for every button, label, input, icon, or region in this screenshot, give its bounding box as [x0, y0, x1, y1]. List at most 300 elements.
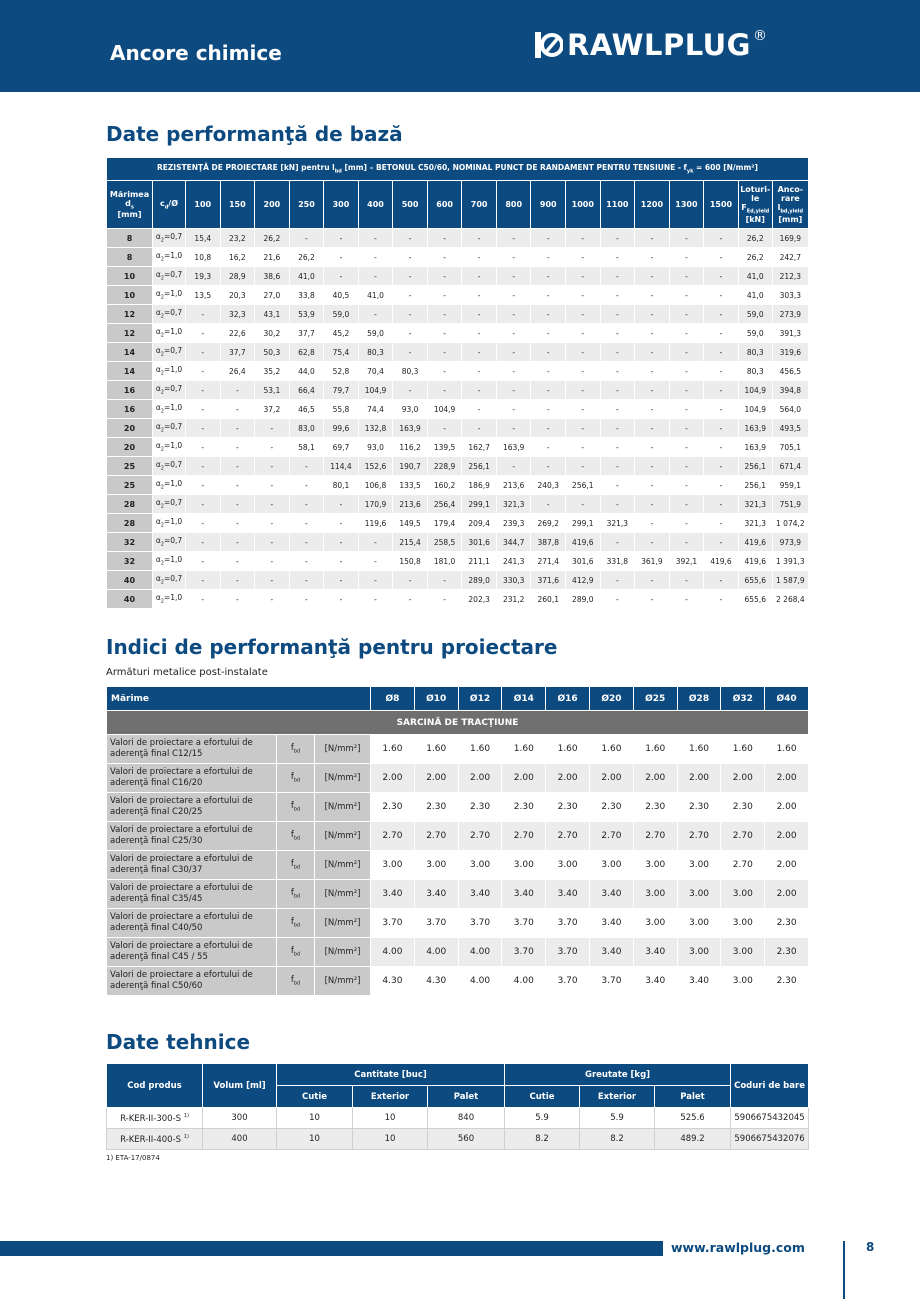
- anchorage-cell: 2 268,4: [772, 590, 808, 609]
- value-cell: -: [704, 514, 739, 533]
- yield-force-cell: 59,0: [738, 324, 772, 343]
- value-cell: 2.00: [590, 764, 634, 793]
- value-cell: -: [566, 248, 601, 267]
- rawlplug-logo: [535, 28, 767, 62]
- value-cell: -: [566, 305, 601, 324]
- value-cell: -: [669, 514, 704, 533]
- yield-force-cell: 655,6: [738, 571, 772, 590]
- value-cell: -: [669, 381, 704, 400]
- value-cell: 3.00: [590, 851, 634, 880]
- value-cell: -: [255, 476, 290, 495]
- size-cell: 32: [107, 533, 153, 552]
- value-cell: -: [600, 362, 635, 381]
- value-cell: 30,2: [255, 324, 290, 343]
- value-cell: -: [462, 229, 497, 248]
- value-cell: 2.00: [633, 764, 677, 793]
- value-cell: 69,7: [324, 438, 359, 457]
- value-cell: -: [427, 305, 462, 324]
- value-cell: 2.70: [721, 822, 765, 851]
- section2-subtitle: Armături metalice post-instalate: [106, 667, 268, 678]
- value-cell: -: [462, 343, 497, 362]
- col-header-diameter: Ø28: [677, 687, 721, 711]
- logo-mark-icon: [535, 31, 563, 59]
- value-cell: 27,0: [255, 286, 290, 305]
- value-cell: -: [186, 343, 221, 362]
- col-header-qty-pallet: Palet: [428, 1086, 505, 1108]
- value-cell: -: [255, 590, 290, 609]
- value-cell: -: [566, 286, 601, 305]
- col-header-depth: 800: [496, 181, 531, 229]
- value-cell: -: [669, 476, 704, 495]
- col-header-diameter: Ø40: [765, 687, 809, 711]
- anchorage-cell: 959,1: [772, 476, 808, 495]
- value-cell: 256,1: [462, 457, 497, 476]
- value-cell: -: [531, 362, 566, 381]
- value-cell: 1.60: [371, 735, 415, 764]
- value-cell: 46,5: [289, 400, 324, 419]
- value-cell: -: [496, 248, 531, 267]
- description-cell: Valori de proiectare a efortului de aderenţă final C40/50: [107, 909, 277, 938]
- table-row: [107, 419, 809, 438]
- value-cell: 2.00: [677, 764, 721, 793]
- yield-force-cell: 59,0: [738, 305, 772, 324]
- w-outer-cell: 5.9: [580, 1108, 655, 1129]
- unit-cell: [N/mm²]: [315, 880, 371, 909]
- value-cell: 2.30: [765, 909, 809, 938]
- anchorage-cell: 1 391,3: [772, 552, 808, 571]
- value-cell: -: [255, 457, 290, 476]
- barcode-cell: 5906675432045: [731, 1108, 809, 1129]
- value-cell: 59,0: [358, 324, 393, 343]
- value-cell: 3.40: [590, 938, 634, 967]
- value-cell: 41,0: [358, 286, 393, 305]
- value-cell: 3.00: [502, 851, 546, 880]
- value-cell: 26,2: [289, 248, 324, 267]
- yield-force-cell: 256,1: [738, 476, 772, 495]
- value-cell: 37,7: [289, 324, 324, 343]
- value-cell: 2.70: [371, 822, 415, 851]
- anchorage-cell: 391,3: [772, 324, 808, 343]
- value-cell: -: [704, 343, 739, 362]
- value-cell: 2.00: [765, 822, 809, 851]
- ratio-cell: $\alpha_2=0,7$: [153, 229, 186, 248]
- value-cell: -: [393, 590, 428, 609]
- value-cell: 256,1: [566, 476, 601, 495]
- symbol-cell: $f_{bd}$: [277, 880, 315, 909]
- size-cell: 14: [107, 362, 153, 381]
- value-cell: -: [220, 533, 255, 552]
- value-cell: 83,0: [289, 419, 324, 438]
- value-cell: 301,6: [462, 533, 497, 552]
- table-row: [107, 851, 809, 880]
- value-cell: -: [427, 571, 462, 590]
- yield-force-cell: 26,2: [738, 229, 772, 248]
- description-cell: Valori de proiectare a efortului de aderenţă final C25/30: [107, 822, 277, 851]
- value-cell: -: [496, 362, 531, 381]
- value-cell: -: [220, 457, 255, 476]
- q-pallet-cell: 840: [428, 1108, 505, 1129]
- value-cell: -: [566, 495, 601, 514]
- value-cell: 371,6: [531, 571, 566, 590]
- value-cell: 3.00: [633, 851, 677, 880]
- value-cell: -: [289, 514, 324, 533]
- col-header-depth: 600: [427, 181, 462, 229]
- col-header-depth: 250: [289, 181, 324, 229]
- w-pallet-cell: 525.6: [655, 1108, 731, 1129]
- value-cell: -: [531, 324, 566, 343]
- value-cell: -: [220, 571, 255, 590]
- value-cell: -: [704, 400, 739, 419]
- value-cell: -: [531, 419, 566, 438]
- value-cell: 79,7: [324, 381, 359, 400]
- value-cell: 21,6: [255, 248, 290, 267]
- value-cell: 2.70: [458, 822, 502, 851]
- value-cell: 299,1: [462, 495, 497, 514]
- value-cell: 299,1: [566, 514, 601, 533]
- value-cell: 3.70: [371, 909, 415, 938]
- ratio-cell: $\alpha_2=1,0$: [153, 324, 186, 343]
- section1-title: Date performanţă de bază: [106, 122, 403, 146]
- value-cell: 3.00: [677, 938, 721, 967]
- table-row: [107, 735, 809, 764]
- col-header-depth: 500: [393, 181, 428, 229]
- table-row: [107, 822, 809, 851]
- value-cell: 53,9: [289, 305, 324, 324]
- value-cell: -: [358, 248, 393, 267]
- value-cell: -: [600, 419, 635, 438]
- value-cell: -: [531, 381, 566, 400]
- col-header-loturi: Loturi-le $F_{Ed,yield}$ [kN]: [738, 181, 772, 229]
- value-cell: -: [669, 286, 704, 305]
- value-cell: -: [462, 362, 497, 381]
- value-cell: 3.00: [721, 938, 765, 967]
- size-cell: 16: [107, 381, 153, 400]
- value-cell: -: [531, 229, 566, 248]
- value-cell: 3.00: [721, 909, 765, 938]
- value-cell: -: [255, 571, 290, 590]
- value-cell: -: [427, 267, 462, 286]
- size-cell: 25: [107, 476, 153, 495]
- anchorage-cell: 212,3: [772, 267, 808, 286]
- value-cell: -: [704, 457, 739, 476]
- value-cell: -: [669, 324, 704, 343]
- value-cell: -: [427, 590, 462, 609]
- ratio-cell: $\alpha_2=1,0$: [153, 362, 186, 381]
- anchorage-cell: 1 074,2: [772, 514, 808, 533]
- value-cell: 3.40: [414, 880, 458, 909]
- value-cell: 37,7: [220, 343, 255, 362]
- value-cell: 104,9: [358, 381, 393, 400]
- value-cell: 62,8: [289, 343, 324, 362]
- value-cell: -: [600, 286, 635, 305]
- value-cell: 1.60: [721, 735, 765, 764]
- value-cell: 70,4: [358, 362, 393, 381]
- col-header-size: Mărimea $d_s$ [mm]: [107, 181, 153, 229]
- value-cell: -: [462, 286, 497, 305]
- value-cell: -: [635, 438, 670, 457]
- ratio-cell: $\alpha_2=1,0$: [153, 286, 186, 305]
- value-cell: 50,3: [255, 343, 290, 362]
- table-row: [107, 229, 809, 248]
- q-box-cell: 10: [277, 1129, 353, 1150]
- value-cell: -: [220, 495, 255, 514]
- description-cell: Valori de proiectare a efortului de aderenţă final C20/25: [107, 793, 277, 822]
- value-cell: -: [393, 248, 428, 267]
- value-cell: -: [255, 533, 290, 552]
- value-cell: -: [635, 286, 670, 305]
- value-cell: 133,5: [393, 476, 428, 495]
- value-cell: -: [566, 438, 601, 457]
- value-cell: -: [186, 381, 221, 400]
- value-cell: -: [427, 286, 462, 305]
- anchorage-cell: 493,5: [772, 419, 808, 438]
- value-cell: -: [635, 381, 670, 400]
- value-cell: -: [600, 590, 635, 609]
- value-cell: 3.00: [677, 851, 721, 880]
- value-cell: -: [462, 267, 497, 286]
- value-cell: -: [704, 476, 739, 495]
- ratio-cell: $\alpha_2=0,7$: [153, 495, 186, 514]
- value-cell: -: [531, 248, 566, 267]
- value-cell: -: [531, 400, 566, 419]
- technical-data-table: [106, 1063, 809, 1150]
- value-cell: -: [496, 400, 531, 419]
- col-header-depth: 1100: [600, 181, 635, 229]
- value-cell: -: [669, 438, 704, 457]
- value-cell: -: [289, 590, 324, 609]
- value-cell: -: [531, 438, 566, 457]
- table-row: [107, 938, 809, 967]
- value-cell: 20,3: [220, 286, 255, 305]
- value-cell: 2.00: [765, 880, 809, 909]
- value-cell: 26,4: [220, 362, 255, 381]
- value-cell: -: [635, 229, 670, 248]
- col-header-depth: 900: [531, 181, 566, 229]
- value-cell: 179,4: [427, 514, 462, 533]
- value-cell: -: [358, 590, 393, 609]
- size-cell: 16: [107, 400, 153, 419]
- value-cell: 80,1: [324, 476, 359, 495]
- value-cell: -: [635, 495, 670, 514]
- value-cell: -: [669, 229, 704, 248]
- value-cell: -: [324, 571, 359, 590]
- value-cell: 35,2: [255, 362, 290, 381]
- ratio-cell: $\alpha_2=1,0$: [153, 590, 186, 609]
- value-cell: -: [496, 324, 531, 343]
- value-cell: 419,6: [566, 533, 601, 552]
- value-cell: -: [635, 267, 670, 286]
- size-cell: 20: [107, 419, 153, 438]
- description-cell: Valori de proiectare a efortului de aderenţă final C35/45: [107, 880, 277, 909]
- value-cell: -: [289, 533, 324, 552]
- value-cell: 2.00: [546, 764, 590, 793]
- value-cell: 3.70: [458, 909, 502, 938]
- value-cell: -: [600, 457, 635, 476]
- ratio-cell: $\alpha_2=0,7$: [153, 533, 186, 552]
- value-cell: 93,0: [393, 400, 428, 419]
- q-outer-cell: 10: [353, 1108, 428, 1129]
- value-cell: -: [704, 324, 739, 343]
- footer-url-link[interactable]: www.rawlplug.com: [671, 1240, 805, 1255]
- page-header: [0, 0, 920, 92]
- symbol-cell: $f_{bd}$: [277, 909, 315, 938]
- value-cell: -: [393, 343, 428, 362]
- value-cell: 19,3: [186, 267, 221, 286]
- value-cell: -: [220, 476, 255, 495]
- q-box-cell: 10: [277, 1108, 353, 1129]
- value-cell: 2.30: [765, 938, 809, 967]
- col-header-depth: 200: [255, 181, 290, 229]
- value-cell: -: [531, 286, 566, 305]
- table-row: [107, 514, 809, 533]
- value-cell: 301,6: [566, 552, 601, 571]
- value-cell: 2.30: [590, 793, 634, 822]
- yield-force-cell: 104,9: [738, 381, 772, 400]
- value-cell: -: [462, 381, 497, 400]
- col-header-depth: 1000: [566, 181, 601, 229]
- value-cell: 66,4: [289, 381, 324, 400]
- yield-force-cell: 80,3: [738, 362, 772, 381]
- value-cell: -: [220, 552, 255, 571]
- col-header-diameter: Ø32: [721, 687, 765, 711]
- value-cell: 44,0: [289, 362, 324, 381]
- value-cell: 190,7: [393, 457, 428, 476]
- ratio-cell: $\alpha_2=0,7$: [153, 419, 186, 438]
- value-cell: 170,9: [358, 495, 393, 514]
- value-cell: -: [635, 362, 670, 381]
- ratio-cell: $\alpha_2=1,0$: [153, 514, 186, 533]
- value-cell: 13,5: [186, 286, 221, 305]
- value-cell: -: [669, 457, 704, 476]
- value-cell: -: [220, 514, 255, 533]
- value-cell: -: [289, 571, 324, 590]
- symbol-cell: $f_{bd}$: [277, 793, 315, 822]
- section3-title: Date tehnice: [106, 1030, 251, 1054]
- value-cell: -: [186, 400, 221, 419]
- value-cell: 10,8: [186, 248, 221, 267]
- value-cell: -: [186, 533, 221, 552]
- value-cell: 132,8: [358, 419, 393, 438]
- value-cell: 2.00: [414, 764, 458, 793]
- value-cell: 181,0: [427, 552, 462, 571]
- value-cell: 1.60: [633, 735, 677, 764]
- anchorage-cell: 319,6: [772, 343, 808, 362]
- value-cell: 289,0: [462, 571, 497, 590]
- value-cell: 28,9: [220, 267, 255, 286]
- description-cell: Valori de proiectare a efortului de aderenţă final C30/37: [107, 851, 277, 880]
- value-cell: 2.70: [590, 822, 634, 851]
- value-cell: -: [186, 476, 221, 495]
- value-cell: -: [566, 400, 601, 419]
- value-cell: 4.00: [458, 938, 502, 967]
- col-header-depth: 1500: [704, 181, 739, 229]
- value-cell: 3.00: [546, 851, 590, 880]
- footer-bar: [0, 1241, 663, 1256]
- value-cell: -: [220, 419, 255, 438]
- description-cell: Valori de proiectare a efortului de aderenţă final C16/20: [107, 764, 277, 793]
- ratio-cell: $\alpha_2=0,7$: [153, 305, 186, 324]
- value-cell: -: [427, 362, 462, 381]
- col-header-quantity: Cantitate [buc]: [277, 1064, 505, 1086]
- table-row: [107, 590, 809, 609]
- value-cell: 15,4: [186, 229, 221, 248]
- value-cell: 2.00: [721, 764, 765, 793]
- value-cell: 213,6: [496, 476, 531, 495]
- w-pallet-cell: 489.2: [655, 1129, 731, 1150]
- value-cell: -: [635, 343, 670, 362]
- table-row: [107, 476, 809, 495]
- value-cell: 2.00: [765, 793, 809, 822]
- yield-force-cell: 419,6: [738, 552, 772, 571]
- barcode-cell: 5906675432076: [731, 1129, 809, 1150]
- size-cell: 8: [107, 248, 153, 267]
- unit-cell: [N/mm²]: [315, 967, 371, 996]
- value-cell: 256,4: [427, 495, 462, 514]
- description-cell: Valori de proiectare a efortului de aderenţă final C12/15: [107, 735, 277, 764]
- value-cell: -: [635, 457, 670, 476]
- value-cell: -: [669, 571, 704, 590]
- symbol-cell: $f_{bd}$: [277, 851, 315, 880]
- value-cell: -: [600, 571, 635, 590]
- value-cell: 344,7: [496, 533, 531, 552]
- col-header-depth: 300: [324, 181, 359, 229]
- value-cell: 2.00: [765, 851, 809, 880]
- value-cell: 2.70: [677, 822, 721, 851]
- col-header-depth: 400: [358, 181, 393, 229]
- value-cell: -: [600, 305, 635, 324]
- table-row: [107, 381, 809, 400]
- value-cell: 33,8: [289, 286, 324, 305]
- value-cell: 32,3: [220, 305, 255, 324]
- value-cell: 3.00: [633, 909, 677, 938]
- value-cell: 150,8: [393, 552, 428, 571]
- value-cell: 2.70: [414, 822, 458, 851]
- ratio-cell: $\alpha_2=1,0$: [153, 438, 186, 457]
- page-number: 8: [866, 1240, 875, 1254]
- value-cell: -: [531, 495, 566, 514]
- section2-title: Indici de performanţă pentru proiectare: [106, 635, 558, 659]
- value-cell: 99,6: [324, 419, 359, 438]
- table-caption: REZISTENŢĂ DE PROIECTARE [kN] pentru $l_{bd}$ [mm] – BETONUL C50/60, NOMINAL PUNCT DE RANDAMENT PENTRU TENSIUNE - $f_{yk} = 600$ [N/mm²]: [107, 158, 809, 181]
- value-cell: -: [635, 400, 670, 419]
- col-header-diameter: Ø20: [590, 687, 634, 711]
- value-cell: -: [393, 305, 428, 324]
- ratio-cell: $\alpha_2=0,7$: [153, 381, 186, 400]
- unit-cell: [N/mm²]: [315, 764, 371, 793]
- value-cell: -: [255, 495, 290, 514]
- value-cell: 3.40: [633, 967, 677, 996]
- symbol-cell: $f_{bd}$: [277, 764, 315, 793]
- value-cell: 45,2: [324, 324, 359, 343]
- value-cell: -: [358, 229, 393, 248]
- value-cell: -: [635, 476, 670, 495]
- value-cell: 4.00: [371, 938, 415, 967]
- yield-force-cell: 104,9: [738, 400, 772, 419]
- value-cell: 186,9: [462, 476, 497, 495]
- value-cell: 2.70: [633, 822, 677, 851]
- value-cell: 1.60: [677, 735, 721, 764]
- value-cell: -: [704, 381, 739, 400]
- unit-cell: [N/mm²]: [315, 938, 371, 967]
- value-cell: 37,2: [255, 400, 290, 419]
- col-header-diameter: Ø14: [502, 687, 546, 711]
- col-header-depth: 1200: [635, 181, 670, 229]
- table-row: [107, 764, 809, 793]
- logo-registered-mark: ®: [753, 28, 767, 44]
- value-cell: 2.00: [502, 764, 546, 793]
- value-cell: 321,3: [496, 495, 531, 514]
- value-cell: 4.30: [371, 967, 415, 996]
